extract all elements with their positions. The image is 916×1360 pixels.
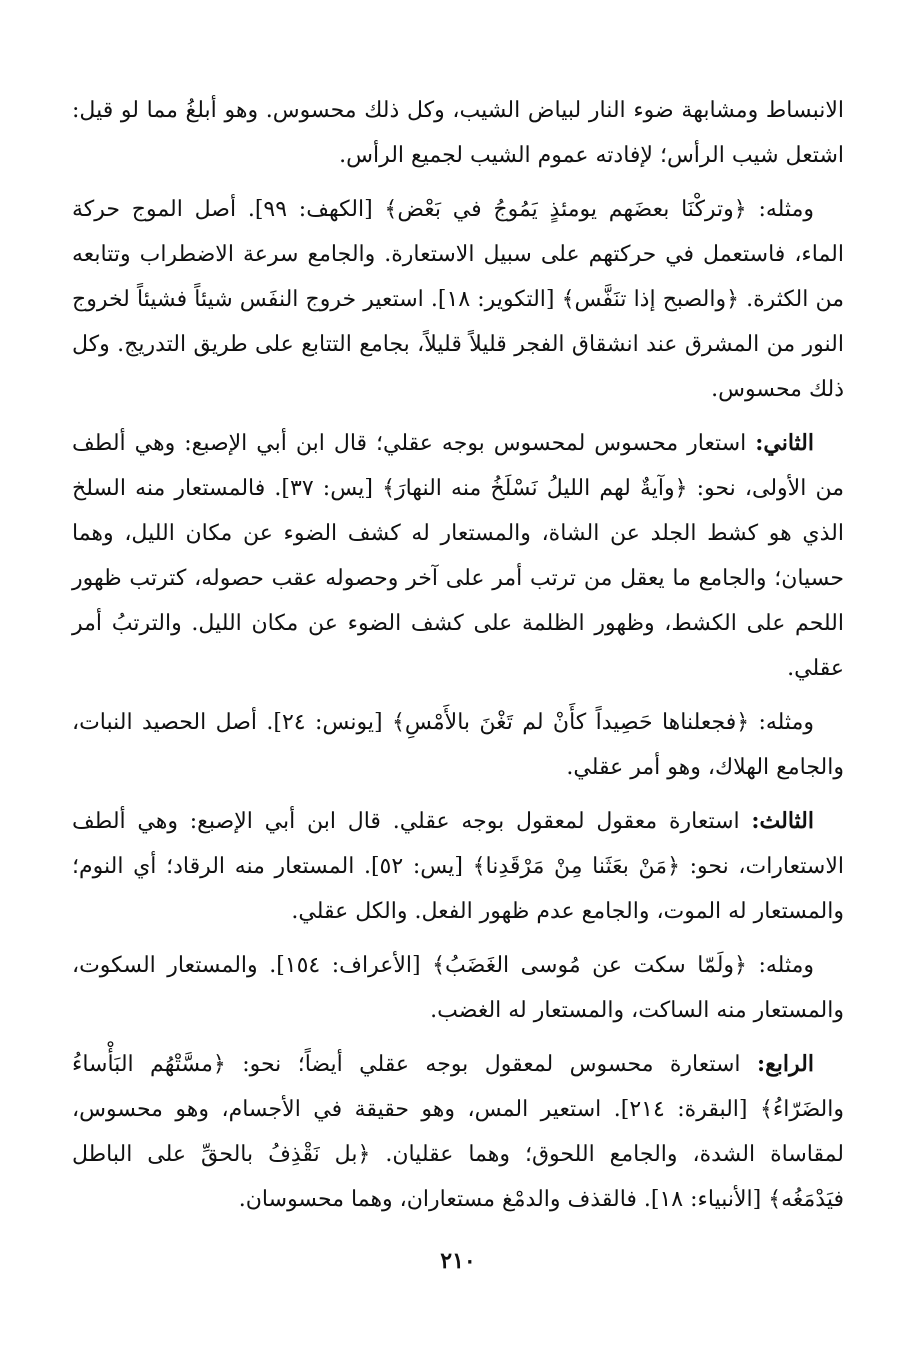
- paragraph-1: [72, 88, 844, 178]
- paragraph-6: [72, 943, 844, 1033]
- paragraph-3: [72, 421, 844, 691]
- paragraph-2: [72, 187, 844, 412]
- paragraph-1-text: الانبساط ومشابهة ضوء النار لبياض الشيب، وكل ذلك محسوس. وهو أبلغُ مما لو قيل: اشتعل شيب الرأس؛ لإفادته عموم الشيب لجميع الرأس.: [72, 98, 844, 168]
- paragraph-7-text: استعارة محسوس لمعقول بوجه عقلي أيضاً؛ نحو: ﴿مسَّتْهُم البَأْساءُ والضَرّاءُ﴾ [البقرة: ٢١٤]. استعير المس، وهو حقيقة في الأجسام، وهو محسوس، لمقاساة الشدة، والجامع اللحوق؛ وهما عقليان. ﴿بل نَقْذِفُ بالحقِّ على الباطل فيَدْمَغُه﴾ [الأنبياء: ١٨]. فالقذف والدمْغ مستعاران، وهما محسوسان.: [72, 1052, 844, 1212]
- paragraph-7-lead: الرابع:: [756, 1051, 814, 1077]
- paragraph-6-text: ومثله: ﴿ولَمّا سكت عن مُوسى الغَضَبُ﴾ [الأعراف: ١٥٤]. والمستعار السكوت، والمستعار منه الساكت، والمستعار له الغضب.: [72, 953, 844, 1023]
- paragraph-5: [72, 799, 844, 934]
- paragraph-3-lead: الثاني:: [755, 430, 814, 456]
- page-number: ٢١٠: [440, 1248, 476, 1274]
- paragraph-5-lead: الثالث:: [751, 808, 814, 834]
- paragraph-3-text: استعار محسوس لمحسوس بوجه عقلي؛ قال ابن أبي الإصبع: وهي ألطف من الأولى، نحو: ﴿وآيةٌ لهم الليلُ نَسْلَخُ منه النهارَ﴾ [يس: ٣٧]. فالمستعار منه السلخ الذي هو كشط الجلد عن الشاة، والمستعار له كشف الضوء عن مكان الليل، وهما حسيان؛ والجامع ما يعقل من ترتب أمر على آخر وحصوله عقب حصوله، كترتب ظهور اللحم على الكشط، وظهور الظلمة على كشف الضوء عن مكان الليل. والترتبُ أمر عقلي.: [72, 431, 844, 681]
- page-body: [72, 88, 844, 1231]
- paragraph-4: [72, 700, 844, 790]
- paragraph-7: [72, 1042, 844, 1222]
- paragraph-4-text: ومثله: ﴿فجعلناها حَصِيداً كأَنْ لم تَغْنَ بالأَمْسِ﴾ [يونس: ٢٤]. أصل الحصيد النبات، والجامع الهلاك، وهو أمر عقلي.: [72, 710, 844, 780]
- paragraph-5-text: استعارة معقول لمعقول بوجه عقلي. قال ابن أبي الإصبع: وهي ألطف الاستعارات، نحو: ﴿مَنْ بعَثَنا مِنْ مَرْقَدِنا﴾ [يس: ٥٢]. المستعار منه الرقاد؛ أي النوم؛ والمستعار له الموت، والجامع عدم ظهور الفعل. والكل عقلي.: [72, 809, 844, 924]
- paragraph-2-text: ومثله: ﴿وتركْنَا بعضَهم يومئذٍ يَمُوجُ في بَعْض﴾ [الكهف: ٩٩]. أصل الموج حركة الماء، فاستعمل في حركتهم على سبيل الاستعارة. والجامع سرعة الاضطراب وتتابعه من الكثرة. ﴿والصبح إذا تنَفَّس﴾ [التكوير: ١٨]. استعير خروج النفَس شيئاً فشيئاً لخروج النور من المشرق عند انشقاق الفجر قليلاً قليلاً، بجامع التتابع على طريق التدريج. وكل ذلك محسوس.: [72, 197, 845, 402]
